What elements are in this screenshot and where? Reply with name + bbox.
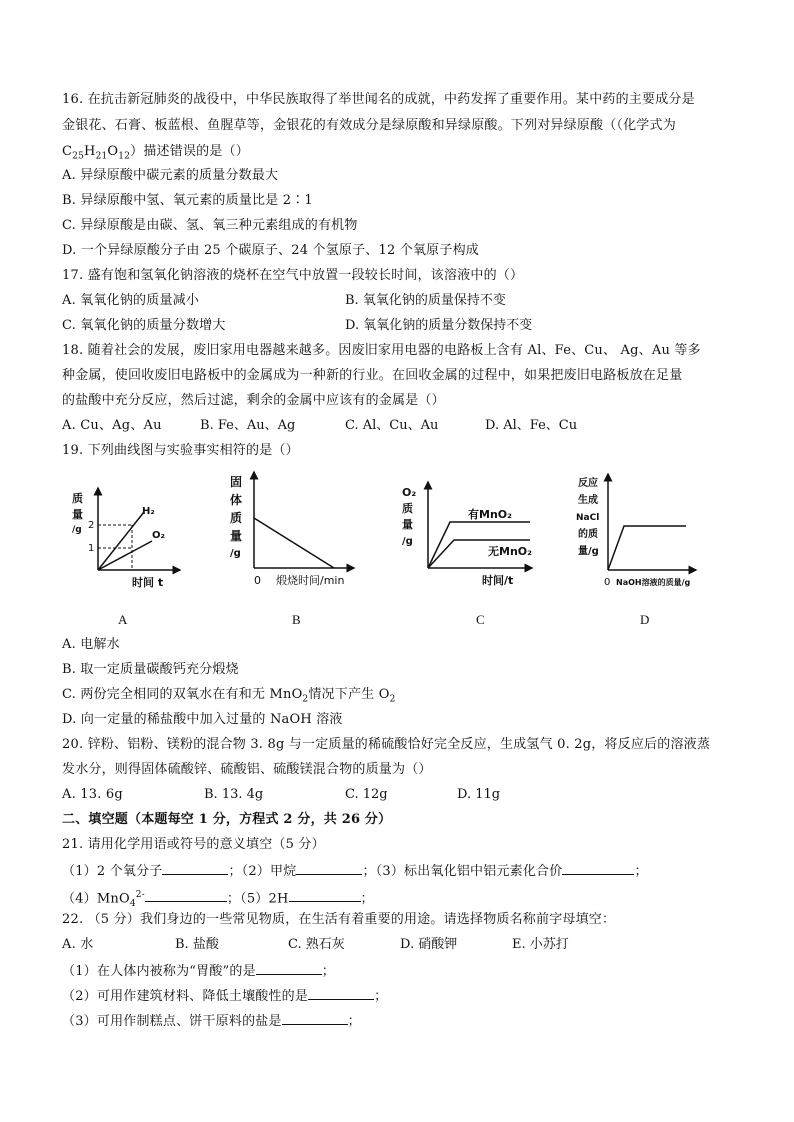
chart-a-ylabel-2: 量 [72, 508, 83, 521]
chart-b-ylabel-3: 质 [230, 511, 243, 525]
chart-b-xlabel: 煅烧时间/min [276, 574, 345, 587]
chart-d-ylabel-4: 的质 [578, 529, 598, 540]
chart-b-ylabel-5: /g [230, 548, 241, 559]
q18-option-d: D. Al、Fe、Cu [485, 418, 578, 433]
chart-d-ylabel-3: NaCl [576, 513, 600, 523]
chart-a-xlabel: 时间 t [132, 576, 164, 589]
chart-b-ylabel-1: 固 [230, 475, 243, 489]
q21-blank-5[interactable] [289, 889, 361, 902]
chart-d [574, 470, 704, 590]
q18-option-c: C. Al、Cu、Au [345, 418, 439, 433]
q22-sub1: （1）在人体内被称为“胃酸”的是 ； [62, 964, 335, 979]
chart-b [226, 468, 376, 590]
q19-option-c: C. 两份完全相同的双氧水在有和无 MnO$_2$情况下产生 $O_2$ [62, 687, 396, 705]
q21-row2: （4）MnO$_4^{2-}$ ；（5）2H ； [62, 890, 374, 909]
chart-c-ylabel-2: 质 [402, 502, 413, 515]
chart-c-without-mno2-label: 无MnO₂ [488, 545, 532, 558]
q22-option-e: E. 小苏打 [512, 937, 569, 952]
q20-option-d: D. 11g [457, 787, 501, 802]
q17-option-b: B. 氧氧化钠的质量保持不变 [345, 293, 506, 308]
chart-a-h2-line [98, 512, 144, 570]
q17-option-c: C. 氧氧化钠的质量分数增大 [62, 318, 226, 333]
chart-d-origin: 0 [604, 577, 611, 588]
q21-blank-2[interactable] [296, 862, 362, 875]
chart-a-ylabel-1: 质 [72, 492, 83, 505]
chart-c-ylabel-3: 量 [402, 518, 413, 531]
chart-d-ylabel-2: 生成 [578, 495, 598, 506]
q16-line2: 金银花、石膏、板蓝根、鱼腥草等，金银花的有效成分是绿原酸和异绿原酸。下列对异绿原酸（（化学式为 [62, 118, 676, 133]
q18-option-b: B. Fe、Au、Ag [200, 418, 296, 433]
q20-line1: 20. 锌粉、铝粉、镁粉的混合物 3. 8g 与一定质量的稀硫酸恰好完全反应，生成氢气 0. 2g，将反应后的溶液蒸 [62, 737, 711, 752]
q16-option-c: C. 异绿原酸是由碳、氢、氧三种元素组成的有机物 [62, 218, 358, 233]
q22-option-d: D. 硝酸钾 [400, 937, 458, 952]
q22-blank-3[interactable] [282, 1012, 348, 1025]
chart-d-ylabel-1: 反应 [578, 478, 598, 489]
q22-blank-1[interactable] [256, 962, 322, 975]
q17-option-d: D. 氧氧化钠的质量分数保持不变 [345, 318, 533, 333]
chart-a-h2-label: H₂ [142, 506, 155, 517]
chart-a-tick-2: 2 [88, 520, 95, 531]
q22-option-a: A. 水 [62, 937, 94, 952]
chart-a-o2-line [98, 541, 152, 570]
chart-a-tick-1: 1 [88, 543, 95, 554]
chart-d-line [608, 526, 686, 570]
q18-line1: 18. 随着社会的发展，废旧家用电器越来越多。因废旧家用电器的电路板上含有 Al、Fe、Cu、 Ag、Au 等多 [62, 343, 701, 358]
q16-option-a: A. 异绿原酸中碳元素的质量分数最大 [62, 168, 279, 183]
q16-option-b: B. 异绿原酸中氢、氧元素的质量比是 2∶1 [62, 193, 313, 208]
q20-option-c: C. 12g [345, 787, 388, 802]
chart-b-ylabel-2: 体 [230, 493, 243, 507]
q22-option-c: C. 熟石灰 [288, 937, 345, 952]
chart-a [68, 480, 188, 590]
q22-sub2: （2）可用作建筑材料、降低土壤酸性的是 ； [62, 989, 388, 1004]
q18-line2: 种金属，使回收废旧电路板中的金属成为一种新的行业。在回收金属的过程中，如果把废旧电路板放在足量 [62, 368, 683, 383]
q16-option-d: D. 一个异绿原酸分子由 25 个碳原子、24 个氢原子、12 个氧原子构成 [62, 243, 479, 258]
chart-caption-c: C [476, 612, 485, 627]
q20-line2: 发水分，则得固体硫酸锌、硫酸铝、硫酸镁混合物的质量为（） [62, 762, 432, 777]
q16-line1: 16. 在抗击新冠肺炎的战役中，中华民族取得了举世闻名的成就，中药发挥了重要作用。某中药的主要成分是 [62, 92, 695, 107]
q19-option-d: D. 向一定量的稀盐酸中加入过量的 NaOH 溶液 [62, 712, 343, 727]
q17-stem: 17. 盛有饱和氢氧化钠溶液的烧杯在空气中放置一段较长时间，该溶液中的（） [62, 268, 524, 283]
chart-c-with-mno2-label: 有MnO₂ [468, 508, 512, 521]
chart-caption-a: A [118, 612, 128, 627]
q19-option-b: B. 取一定质量碳酸钙充分煅烧 [62, 662, 239, 677]
chart-a-o2-label: O₂ [152, 530, 165, 541]
chart-c-xlabel: 时间/t [482, 574, 514, 587]
chart-d-xlabel: NaOH溶液的质量/g [616, 578, 691, 587]
chart-caption-d: D [640, 612, 650, 627]
q22-option-b: B. 盐酸 [175, 937, 219, 952]
q17-option-a: A. 氧氧化钠的质量减小 [62, 293, 200, 308]
chart-b-ylabel-4: 量 [230, 529, 243, 543]
q20-option-a: A. 13. 6g [62, 787, 123, 802]
q19-stem: 19. 下列曲线图与实验事实相符的是（） [62, 443, 299, 458]
q21-blank-1[interactable] [162, 862, 228, 875]
q20-option-b: B. 13. 4g [204, 787, 264, 802]
q21-blank-3[interactable] [562, 862, 634, 875]
chart-b-line [254, 518, 334, 568]
chart-caption-b: B [292, 612, 301, 627]
chart-c-ylabel-4: /g [402, 536, 413, 547]
section-two-heading: 二、填空题（本题每空 1 分，方程式 2 分，共 26 分） [62, 812, 392, 827]
chart-c [398, 478, 548, 590]
q22-sub3: （3）可用作制糕点、饼干原料的盐是 ； [62, 1014, 361, 1029]
q16-line3: $C_{25}H_{21}O_{12}$）描述错误的是（） [62, 144, 249, 162]
q21-blank-4[interactable] [145, 889, 227, 902]
q22-stem: 22. （5 分）我们身边的一些常见物质，在生活有着重要的用途。请选择物质名称前字母填空： [62, 912, 616, 927]
chart-d-ylabel-5: 量/g [578, 546, 599, 557]
chart-a-ylabel-3: /g [72, 525, 82, 535]
q22-blank-2[interactable] [308, 987, 374, 1000]
chart-c-ylabel-1: O₂ [402, 486, 417, 499]
q19-option-a: A. 电解水 [62, 637, 120, 652]
q18-option-a: A. Cu、Ag、Au [62, 418, 162, 433]
q18-line3: 的盐酸中充分反应，然后过滤，剩余的金属中应该有的金属是（） [62, 393, 445, 408]
q21-stem: 21. 请用化学用语或符号的意义填空（5 分） [62, 837, 325, 852]
q21-row1: （1）2 个氧分子 ；（2）甲烷 ；（3）标出氧化铝中铝元素化合价 ； [62, 864, 648, 879]
chart-b-origin: 0 [254, 574, 261, 587]
